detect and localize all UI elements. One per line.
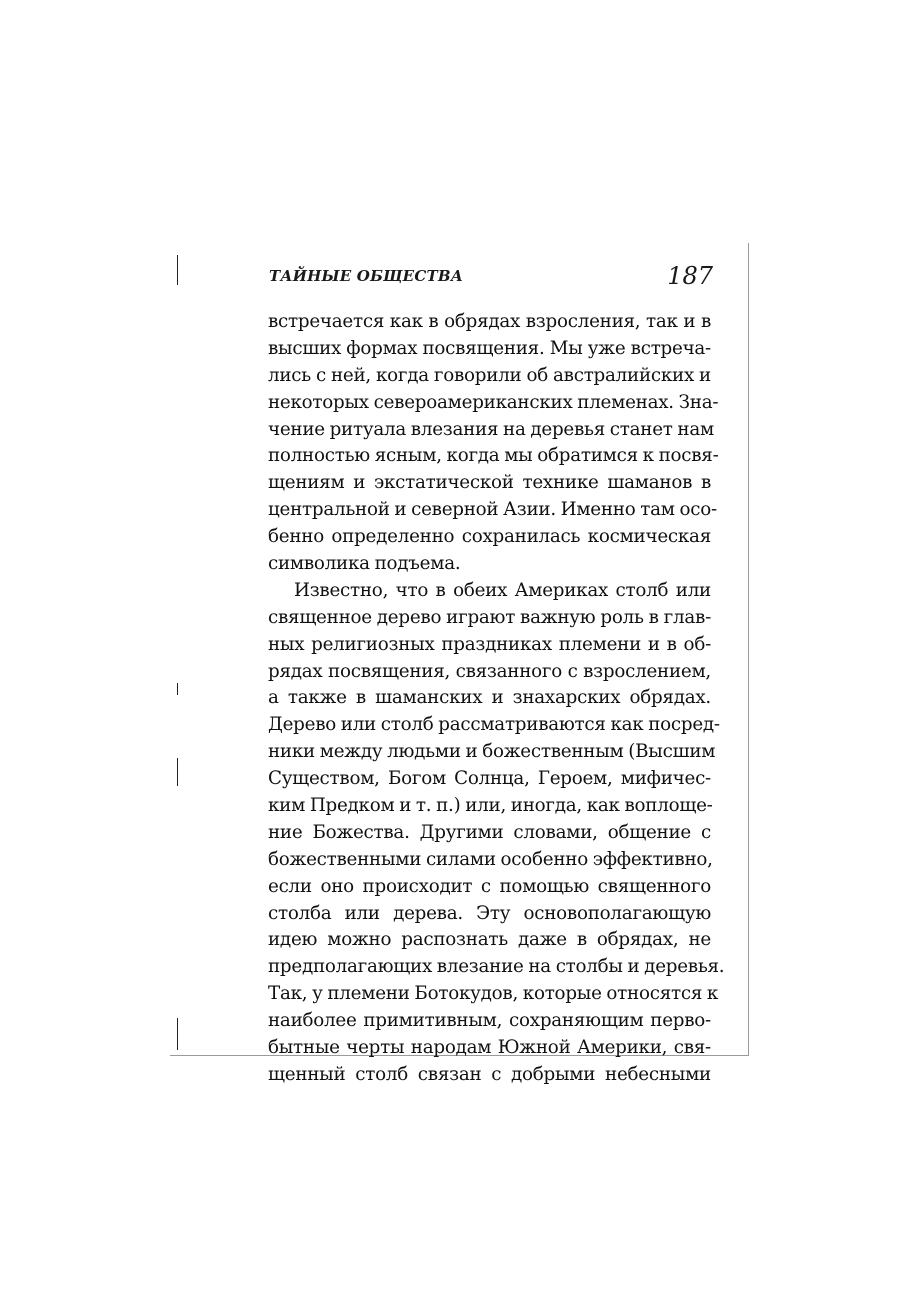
text-line: Существом, Богом Солнца, Героем, мифичес- <box>268 768 711 790</box>
text-line: ким Предком и т. п.) или, иногда, как воплоще- <box>268 795 713 817</box>
scan-artifact-mark <box>177 758 178 786</box>
text-line: Дерево или столб рассматриваются как посред- <box>268 714 720 736</box>
text-line: некоторых североамериканских племенах. Зна- <box>268 391 719 413</box>
text-line: Так, у племени Ботокудов, которые относятся к <box>268 983 719 1005</box>
text-line: чение ритуала влезания на деревья станет нам <box>268 418 714 440</box>
text-line: а также в шаманских и знахарских обрядах. <box>268 687 711 709</box>
text-line: священное дерево играют важную роль в глав- <box>268 606 711 628</box>
page-right-edge <box>748 243 749 1055</box>
scan-artifact-mark <box>177 255 178 285</box>
text-line: если оно происходит с помощью священного <box>268 875 711 897</box>
text-line: высших формах посвящения. Мы уже встреча- <box>268 337 711 359</box>
text-line: символика подъема. <box>268 553 461 575</box>
text-line: бенно определенно сохранилась космическая <box>268 526 711 548</box>
scan-artifact-mark <box>177 683 178 695</box>
running-title: ТАЙНЫЕ ОБЩЕСТВА <box>269 267 464 285</box>
text-line: Известно, что в обеих Америках столб или <box>294 579 711 601</box>
running-head <box>269 262 713 296</box>
text-line: божественными силами особенно эффективно, <box>268 848 713 870</box>
text-line: ники между людьми и божественным (Высшим <box>268 741 716 763</box>
text-line: столба или дерева. Эту основополагающую <box>268 902 711 924</box>
text-line: ние Божества. Другими словами, общение с <box>268 821 711 843</box>
body-text <box>268 309 725 1089</box>
text-line: встречается как в обрядах взросления, так и в <box>268 311 711 332</box>
text-line: бытные черты народам Южной Америки, свя- <box>268 1037 711 1059</box>
text-line: предполагающих влезание на столбы и деревья. <box>268 956 725 978</box>
text-line: щениям и экстатической технике шаманов в <box>268 472 711 494</box>
text-line: наиболее примитивным, сохраняющим перво- <box>268 1010 711 1032</box>
text-line: рядах посвящения, связанного с взрослением, <box>268 660 711 682</box>
page-number: 187 <box>667 262 713 290</box>
text-line: ных религиозных праздниках племени и в об- <box>268 633 711 655</box>
text-line: лись с ней, когда говорили об австралийских и <box>268 364 711 386</box>
scan-artifact-mark <box>177 1018 178 1050</box>
text-line: идею можно распознать даже в обрядах, не <box>268 929 711 951</box>
text-line: полностью ясным, когда мы обратимся к посвя- <box>268 445 719 467</box>
text-line: щенный столб связан с добрыми небесными <box>268 1063 711 1085</box>
text-line: центральной и северной Азии. Именно там осо- <box>268 499 717 521</box>
